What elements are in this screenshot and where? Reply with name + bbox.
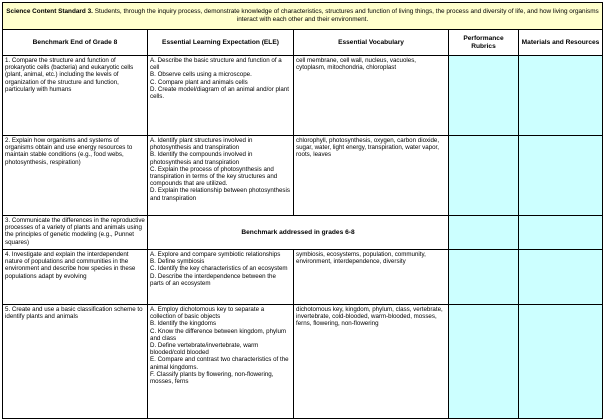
standard-text: Students, through the inquiry process, demonstrate knowledge of characteristics, structures and function of living things, the process and diversity of life, and how living organisms interact with each other and their environment. — [94, 8, 599, 23]
rubrics-cell — [449, 305, 519, 419]
ele-item: B. Observe cells using a microscope. — [150, 71, 252, 79]
vocab-cell: symbiosis, ecosystems, population, community, environment, interdependence, diversity — [294, 250, 449, 305]
header-benchmark: Benchmark End of Grade 8 — [3, 30, 148, 56]
table-row — [3, 216, 603, 250]
header-rubrics: Performance Rubrics — [449, 30, 519, 56]
rubrics-cell — [449, 136, 519, 216]
ele-item: A. Employ dichotomous key to separate a collection of basic objects — [150, 306, 265, 321]
rubrics-cell — [449, 216, 519, 250]
ele-item: D. Create model/diagram of an animal and/or plant cells. — [150, 85, 289, 101]
grades-note-cell: Benchmark addressed in grades 6-8 — [148, 216, 449, 250]
standards-sheet — [2, 2, 602, 419]
standard-banner — [3, 3, 603, 30]
ele-item: F. Classify plants by flowering, non-flowering, mosses, ferns — [150, 370, 274, 386]
header-vocab: Essential Vocabulary — [294, 30, 449, 56]
ele-item: B. Define symbiosis — [150, 258, 205, 266]
ele-item: B. Identify the compounds involved in photosynthesis and transpiration — [150, 151, 253, 166]
ele-item: B. Identify the kingdoms — [150, 320, 217, 328]
rubrics-cell — [449, 56, 519, 136]
benchmark-cell: 2. Explain how organisms and systems of organisms obtain and use energy resources to maintain stable conditions (e.g., food webs, photosynthesis, respiration) — [3, 136, 148, 216]
benchmark-cell: 3. Communicate the differences in the reproductive processes of a variety of plants and animals using the principles of genetic modeling (e.g., Punnet squares) — [3, 216, 148, 250]
vocab-cell: dichotomous key, kingdom, phylum, class, vertebrate, invertebrate, cold-blooded, warm-blooded, mosses, ferns, flowering, non-flowering — [294, 305, 449, 419]
ele-item: A. Describe the basic structure and function of a cell — [150, 57, 282, 72]
vocab-cell: cell membrane, cell wall, nucleus, vacuoles, cytoplasm, mitochondria, chloroplast — [294, 56, 449, 136]
ele-item: C. Compare plant and animals cells — [150, 78, 248, 86]
materials-cell — [519, 305, 603, 419]
benchmark-table — [2, 2, 603, 419]
table-row — [3, 305, 603, 419]
header-materials: Materials and Resources — [519, 30, 603, 56]
rubrics-cell — [449, 250, 519, 305]
standard-label: Science Content Standard 3. — [6, 8, 93, 16]
table-row — [3, 250, 603, 305]
ele-item: D. Explain the relationship between photosynthesis and transpiration — [150, 187, 290, 202]
vocab-cell: chlorophyll, photosynthesis, oxygen, carbon dioxide, sugar, water, light energy, transpiration, water vapor, roots, leaves — [294, 136, 449, 216]
table-row — [3, 136, 603, 216]
ele-item: C. Identify the key characteristics of an ecosystem — [150, 265, 288, 273]
benchmark-cell: 4. Investigate and explain the interdependent nature of populations and communities in the environment and describe how species in these populations adapt by evolving — [3, 250, 148, 305]
ele-item: E. Compare and contrast two characteristics of the animal kingdoms. — [150, 356, 289, 371]
ele-cell — [148, 136, 294, 216]
ele-item: A. Identify plant structures involved in photosynthesis and transpiration — [150, 137, 253, 152]
ele-item: D. Define vertebrate/invertebrate, warm blooded/cold blooded — [150, 342, 259, 357]
ele-item: C. Explain the process of photosynthesis and transpiration in terms of the key structures and compounds that are utilized. — [150, 165, 278, 188]
table-row — [3, 56, 603, 136]
materials-cell — [519, 136, 603, 216]
ele-item: C. Know the difference between kingdom, phylum and class — [150, 327, 287, 342]
ele-cell — [148, 305, 294, 419]
materials-cell — [519, 216, 603, 250]
header-row — [3, 30, 603, 56]
materials-cell — [519, 250, 603, 305]
ele-cell — [148, 250, 294, 305]
benchmark-cell: 1. Compare the structure and function of prokaryotic cells (bacteria) and eukaryotic cells (plant, animal, etc.) including the levels of organization of the structure and function, particularly with humans — [3, 56, 148, 136]
materials-cell — [519, 56, 603, 136]
standard-row — [3, 3, 603, 30]
benchmark-cell: 5. Create and use a basic classification scheme to identify plants and animals — [3, 305, 148, 419]
header-ele: Essential Learning Expectation (ELE) — [148, 30, 294, 56]
ele-cell — [148, 56, 294, 136]
ele-item: A. Explore and compare symbiotic relationships — [150, 251, 281, 258]
ele-item: D. Describe the interdependence between the parts of an ecosystem — [150, 272, 276, 287]
